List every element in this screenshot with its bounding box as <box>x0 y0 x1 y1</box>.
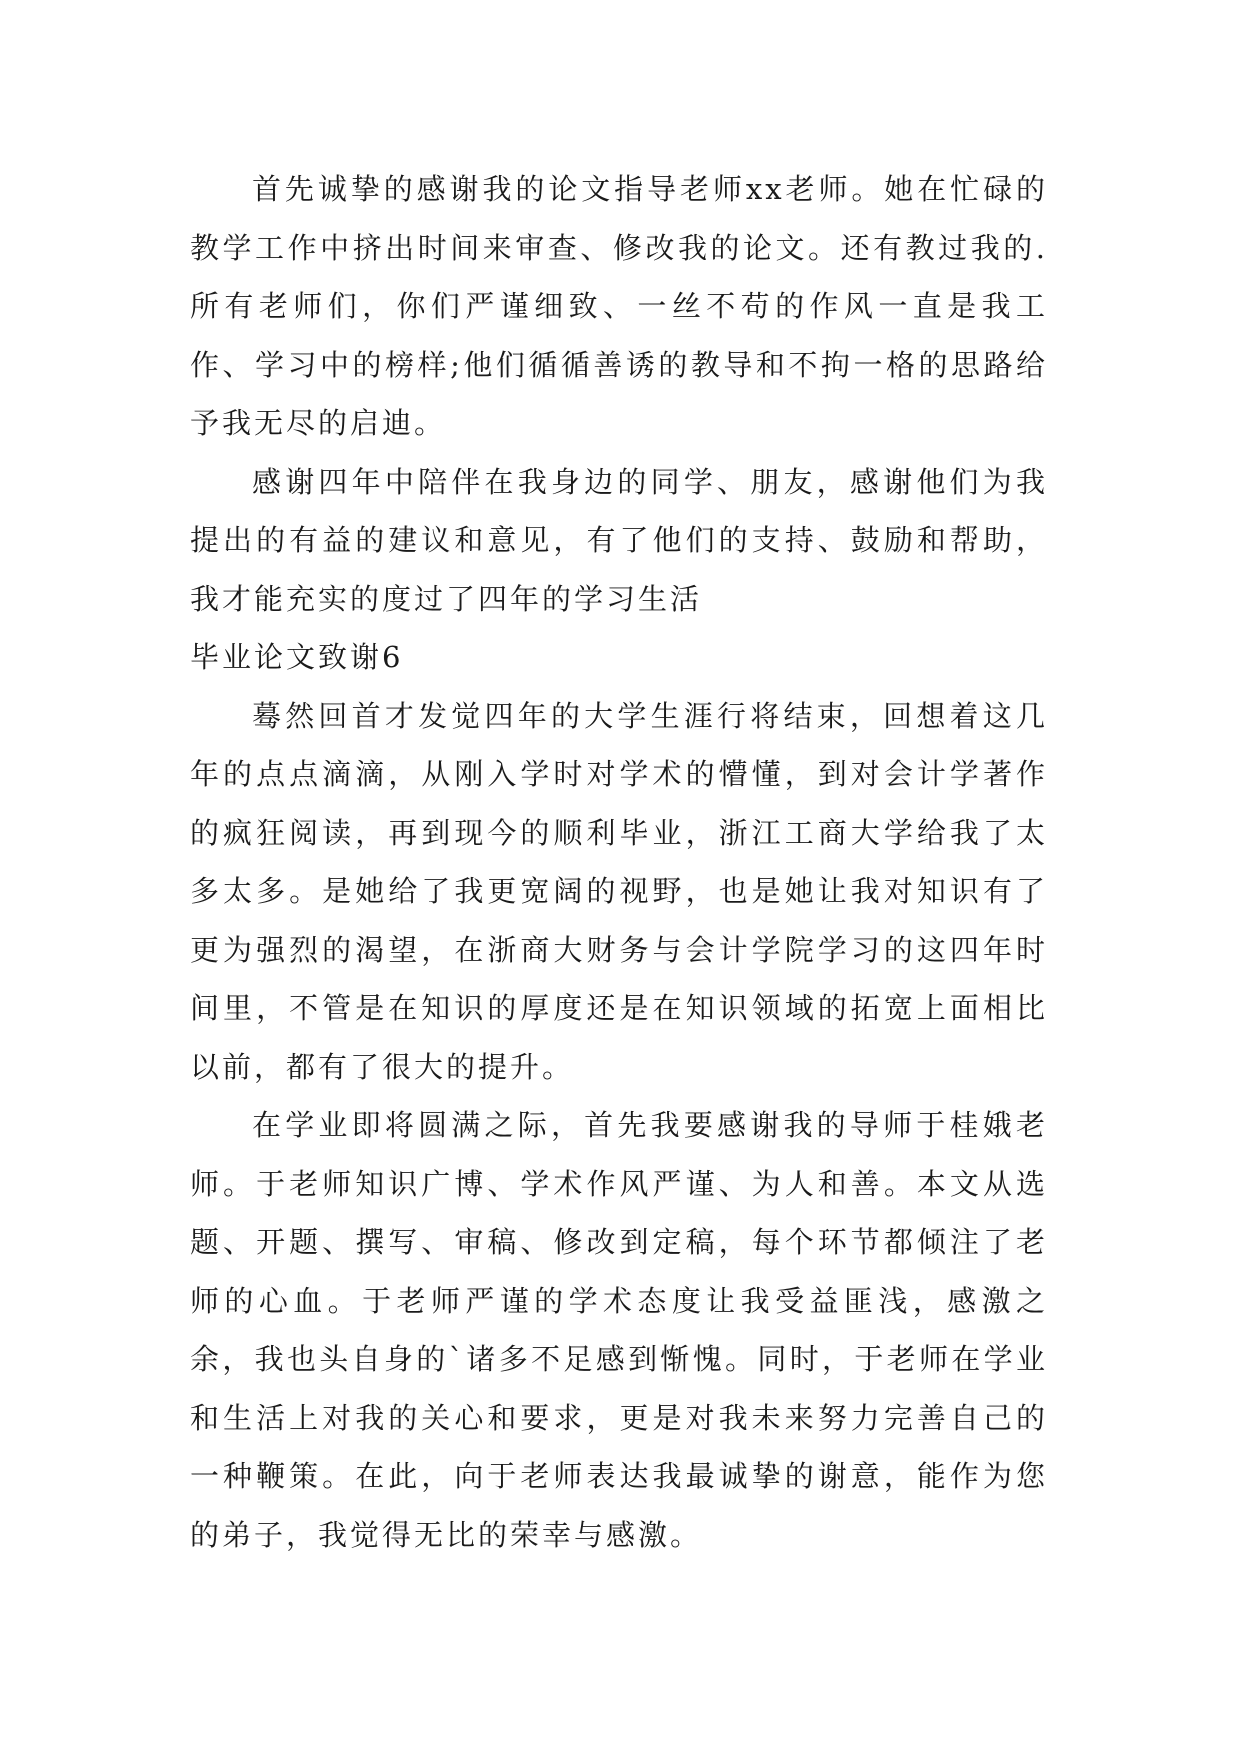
paragraph-thanks-supervisor: 在学业即将圆满之际，首先我要感谢我的导师于桂娥老师。于老师知识广博、学术作风严谨、为人和善。本文从选题、开题、撰写、审稿、修改到定稿，每个环节都倾注了老师的心血。于老师严谨的学术态度让我受益匪浅，感激之余，我也头自身的`诸多不足感到惭愧。同时，于老师在学业和生活上对我的关心和要求，更是对我未来努力完善自己的一种鞭策。在此，向于老师表达我最诚挚的谢意，能作为您的弟子，我觉得无比的荣幸与感激。 <box>190 1108 1048 1552</box>
document-body <box>190 160 1048 1564</box>
section-heading: 毕业论文致谢6 <box>190 640 404 674</box>
paragraph-university-years: 蓦然回首才发觉四年的大学生涯行将结束，回想着这几年的点点滴滴，从刚入学时对学术的懵懂，到对会计学著作的疯狂阅读，再到现今的顺利毕业，浙江工商大学给我了太多太多。是她给了我更宽阔的视野，也是她让我对知识有了更为强烈的渴望，在浙商大财务与会计学院学习的这四年时间里，不管是在知识的厚度还是在知识领域的拓宽上面相比以前，都有了很大的提升。 <box>190 698 1048 1084</box>
paragraph-thanks-advisor: 首先诚挚的感谢我的论文指导老师xx老师。她在忙碌的教学工作中挤出时间来审查、修改我的论文。还有教过我的.所有老师们，你们严谨细致、一丝不苟的作风一直是我工作、学习中的榜样;他们循循善诱的教导和不拘一格的思路给予我无尽的启迪。 <box>190 172 1048 440</box>
paragraph-thanks-classmates: 感谢四年中陪伴在我身边的同学、朋友，感谢他们为我提出的有益的建议和意见，有了他们的支持、鼓励和帮助，我才能充实的度过了四年的学习生活 <box>190 464 1048 616</box>
